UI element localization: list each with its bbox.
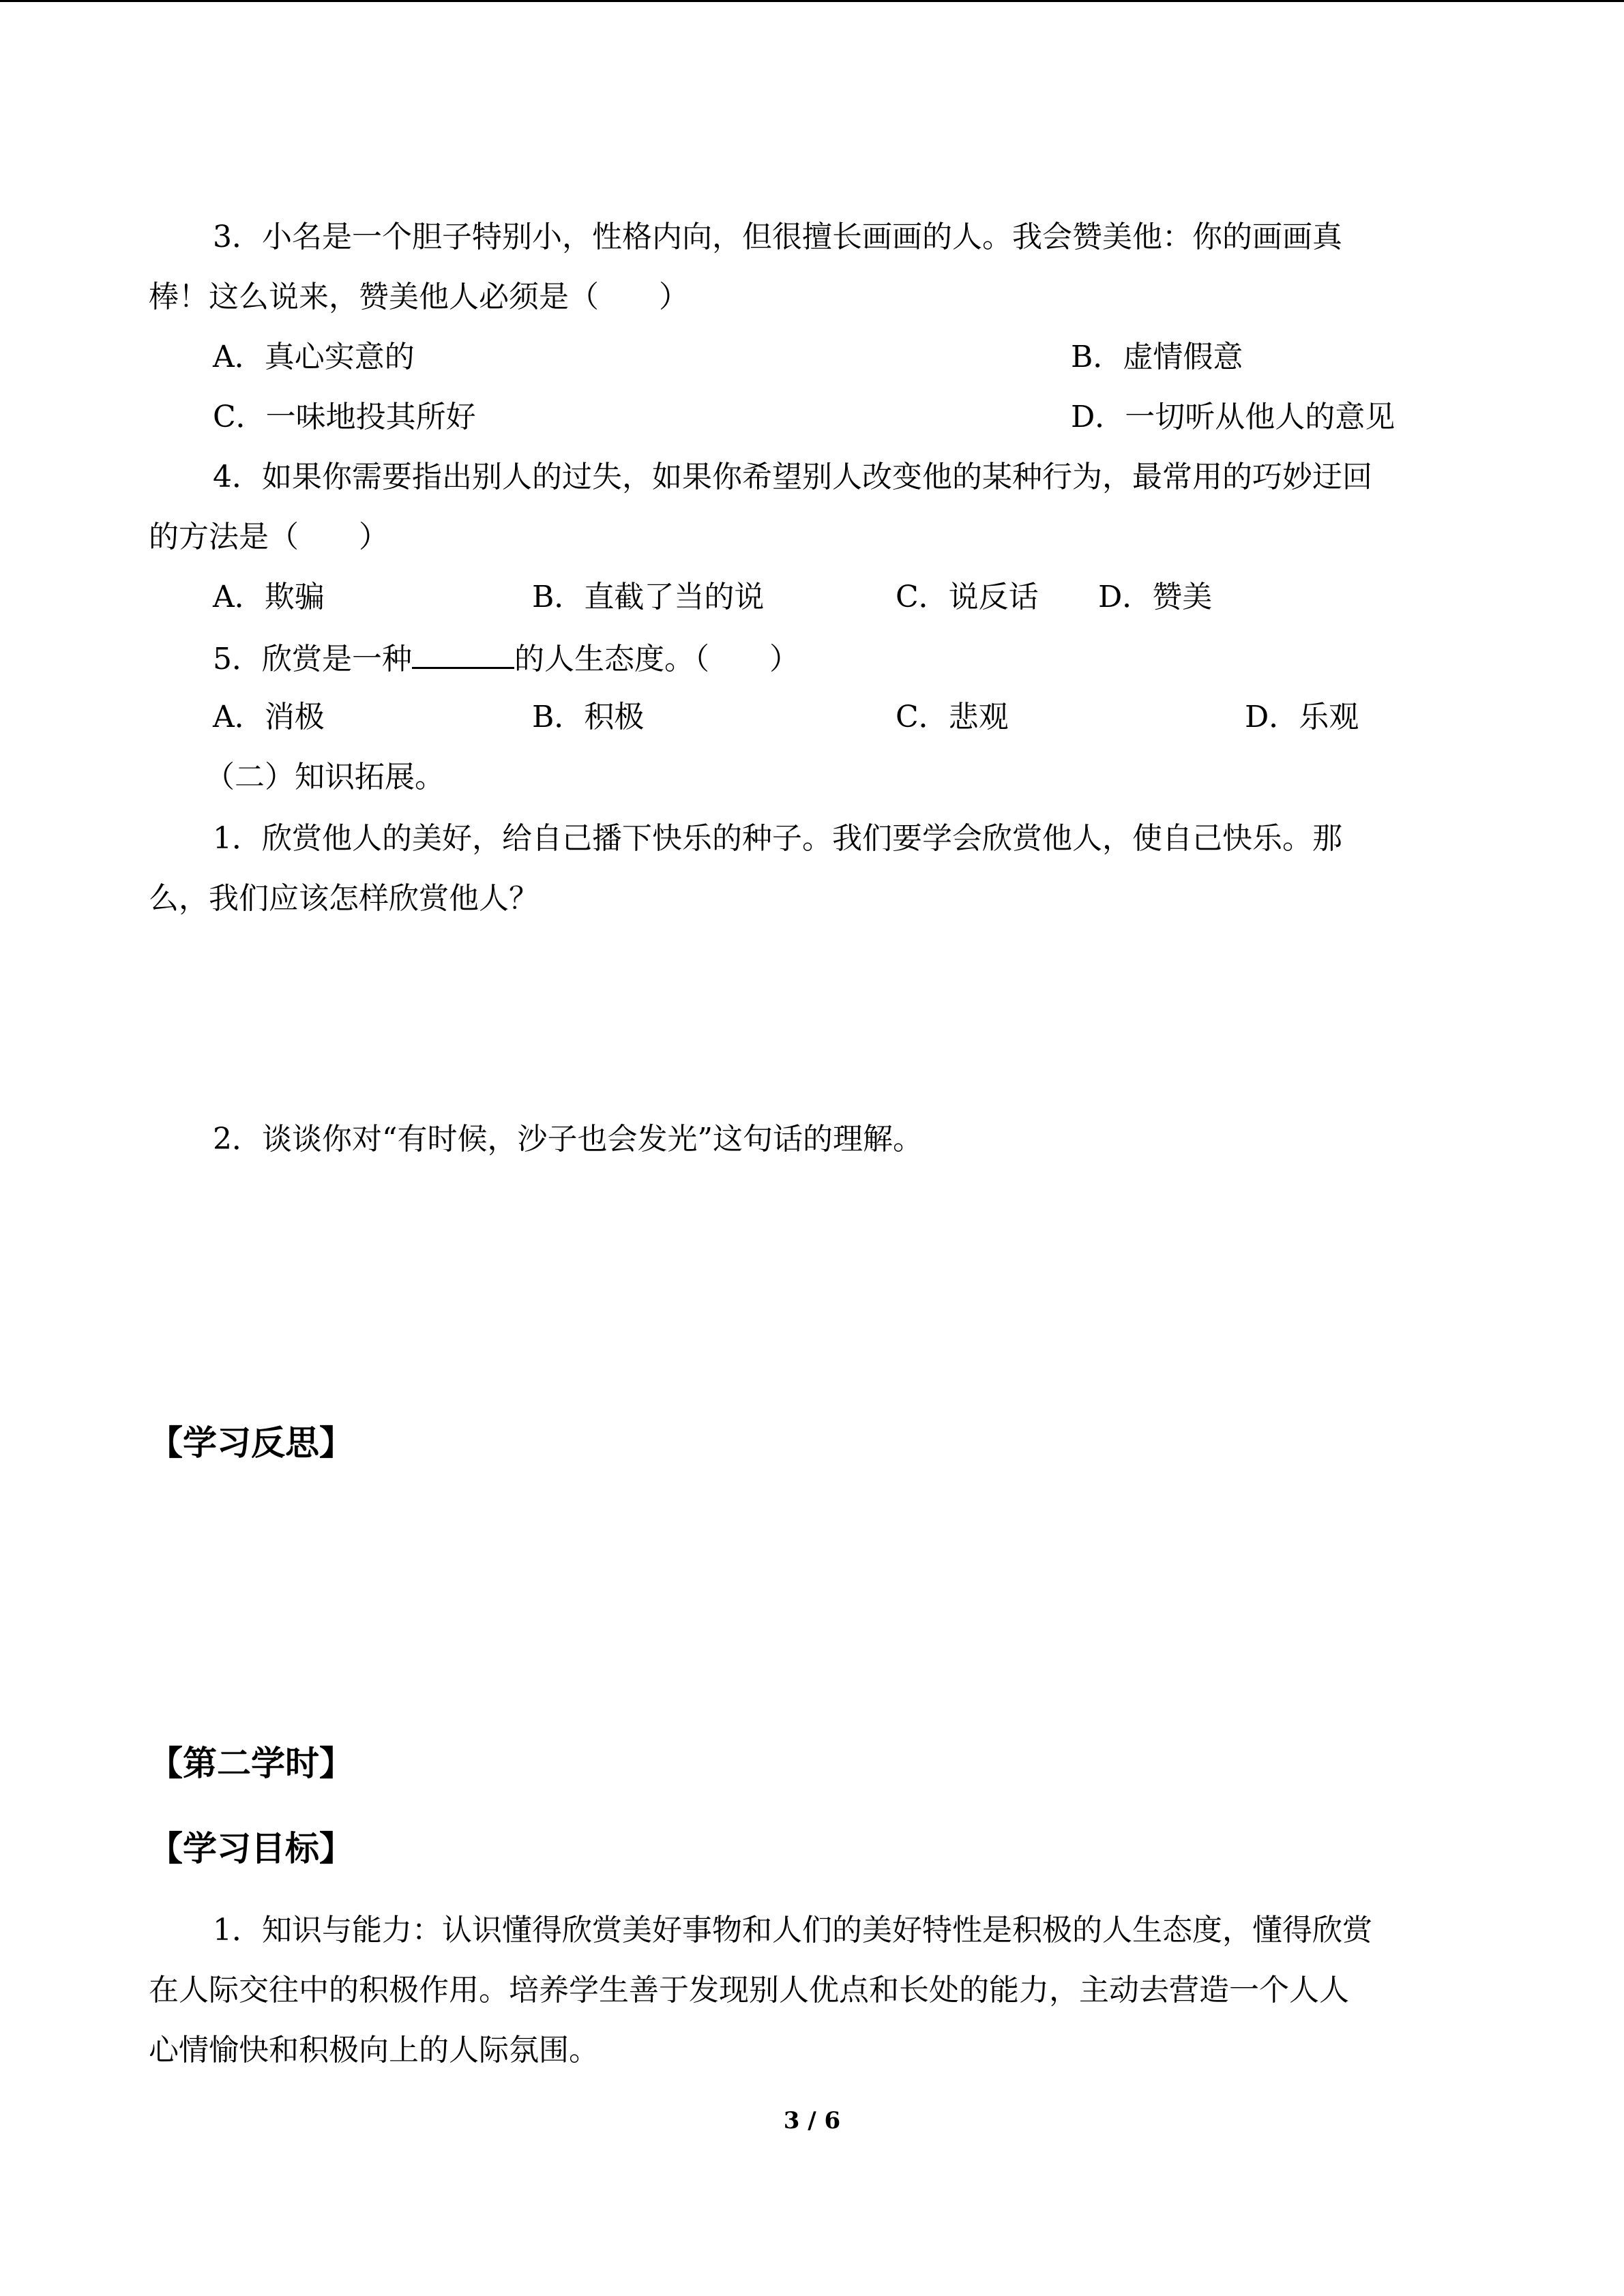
q3-option-a: A．真心实意的 [213,340,415,374]
page-number: 3 / 6 [783,2107,841,2134]
q5-option-b: B．积极 [532,700,645,734]
q3-line1: 3．小名是一个胆子特别小，性格内向，但很擅长画画的人。我会赞美他：你的画画真 [213,220,1342,254]
objectives-line2: 在人际交往中的积极作用。培养学生善于发现别人优点和长处的能力，主动去营造一个人人 [149,1973,1349,2008]
extension-q1-line2: 么，我们应该怎样欣赏他人？ [149,881,539,916]
q4-option-a: A．欺骗 [213,580,325,614]
q5-text-before: 5．欣赏是一种 [213,642,412,676]
extension-title: （二）知识拓展。 [205,760,445,794]
q5-line [213,637,799,680]
q5-option-a: A．消极 [213,700,325,734]
q3-option-c: C．一味地投其所好 [213,400,476,434]
q4-option-b: B．直截了当的说 [532,580,765,614]
heading-second-period: 【第二学时】 [149,1744,353,1783]
q5-option-c: C．悲观 [896,700,1009,734]
q4-option-d: D．赞美 [1098,580,1213,614]
extension-q1-line1: 1．欣赏他人的美好，给自己播下快乐的种子。我们要学会欣赏他人，使自己快乐。那 [213,821,1342,856]
q3-line2: 棒！这么说来，赞美他人必须是（ ） [149,280,689,314]
q4-line2: 的方法是（ ） [149,520,389,554]
q3-option-b: B．虚情假意 [1071,340,1243,374]
objectives-line1: 1．知识与能力：认识懂得欣赏美好事物和人们的美好特性是积极的人生态度，懂得欣赏 [213,1913,1372,1948]
objectives-line3: 心情愉快和积极向上的人际氛围。 [149,2033,599,2068]
q4-line1: 4．如果你需要指出别人的过失，如果你希望别人改变他的某种行为，最常用的巧妙迂回 [213,460,1372,494]
extension-q2: 2．谈谈你对“有时候，沙子也会发光”这句话的理解。 [213,1122,923,1157]
q5-text-after: 的人生态度。（ ） [514,642,799,676]
q5-option-d: D．乐观 [1245,700,1359,734]
heading-reflection: 【学习反思】 [149,1423,353,1463]
q3-option-d: D．一切听从他人的意见 [1071,400,1396,434]
heading-objectives: 【学习目标】 [149,1829,353,1868]
q4-option-c: C．说反话 [896,580,1039,614]
q5-blank [412,637,514,669]
